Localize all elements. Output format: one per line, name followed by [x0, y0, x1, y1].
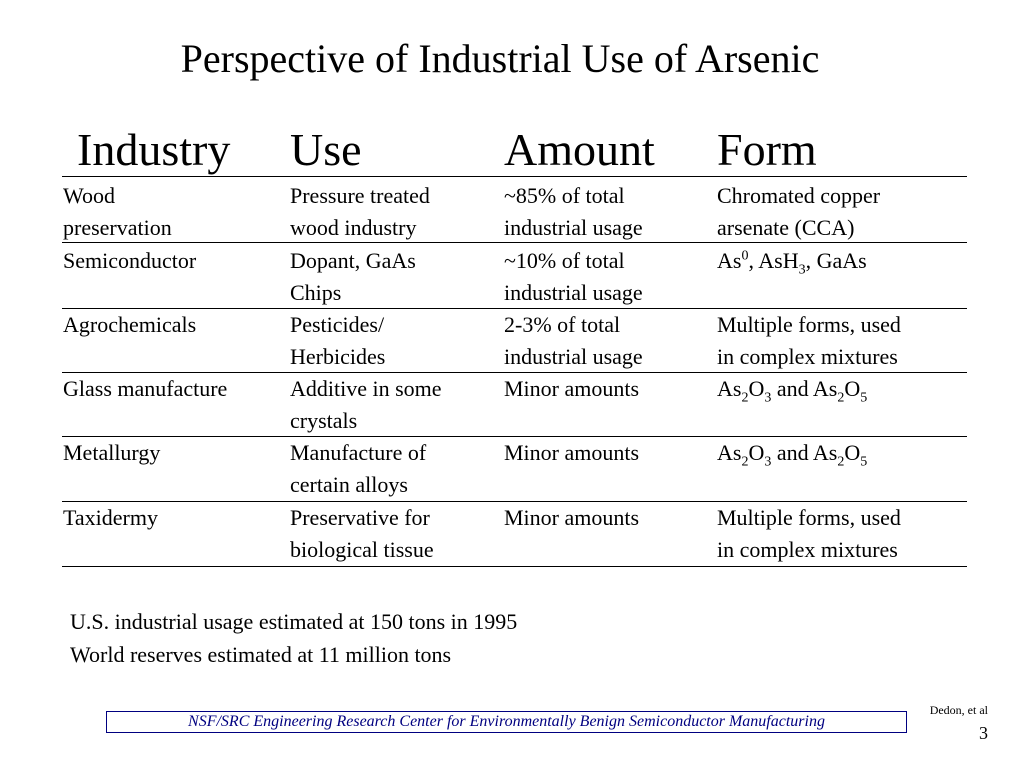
cell-line: arsenate (CCA) [717, 215, 855, 240]
cell-line: Wood [63, 183, 116, 208]
cell-amount [504, 180, 643, 244]
cell-industry [63, 373, 227, 405]
cell-line: Glass manufacture [63, 376, 228, 401]
cell-amount [504, 309, 643, 373]
cell-line: Multiple forms, used [717, 505, 901, 530]
cell-line: in complex mixtures [717, 344, 898, 369]
cell-form [717, 180, 880, 244]
table-rule [62, 176, 967, 177]
cell-amount [504, 245, 643, 309]
cell-line: ~10% of total [504, 248, 625, 273]
cell-amount [504, 373, 639, 405]
cell-use [290, 502, 434, 566]
cell-line: industrial usage [504, 280, 643, 305]
chemical-formula: $As_2O_3$ and $As_2O_5$ [717, 376, 868, 406]
notes [70, 605, 517, 671]
cell-industry [63, 309, 196, 341]
cell-line: certain alloys [290, 472, 408, 497]
cell-form [717, 309, 901, 373]
cell-line: Herbicides [290, 344, 386, 369]
header-form: Form [717, 124, 817, 175]
cell-line: Chips [290, 280, 342, 305]
cell-use [290, 437, 426, 501]
table-rule [62, 566, 967, 567]
cell-line: ~85% of total [504, 183, 625, 208]
cell-line: Pressure treated [290, 183, 430, 208]
cell-line: 2-3% of total [504, 312, 621, 337]
cell-line: Manufacture of [290, 440, 427, 465]
cell-line: Minor amounts [504, 505, 640, 530]
header-amount: Amount [504, 124, 655, 175]
cell-industry [63, 437, 160, 469]
cell-amount [504, 502, 639, 534]
cell-amount [504, 437, 639, 469]
cell-line: Minor amounts [504, 440, 640, 465]
header-use: Use [290, 124, 362, 175]
cell-line: wood industry [290, 215, 417, 240]
table-header-row [0, 124, 1024, 176]
cell-line: Semiconductor [63, 248, 197, 273]
cell-line: Metallurgy [63, 440, 161, 465]
footer-center-label: NSF/SRC Engineering Research Center for Environmentally Benign Semiconductor Manufacturing [106, 711, 907, 733]
chemical-formula: As$^0$, AsH$_3$, GaAs [717, 248, 867, 278]
cell-line: preservation [63, 215, 172, 240]
cell-line: Multiple forms, used [717, 312, 901, 337]
cell-industry [63, 180, 172, 244]
cell-industry [63, 502, 158, 534]
page-number: 3 [979, 723, 988, 743]
cell-line: Agrochemicals [63, 312, 197, 337]
cell-line: industrial usage [504, 344, 643, 369]
header-industry: Industry [77, 124, 231, 175]
cell-form [717, 502, 901, 566]
cell-use [290, 180, 430, 244]
table-rule [62, 242, 967, 243]
cell-form [717, 437, 867, 469]
cell-industry [63, 245, 196, 277]
cell-use [290, 373, 442, 437]
slide-title: Perspective of Industrial Use of Arsenic [180, 36, 820, 81]
footer-author: Dedon, et al [929, 703, 988, 717]
note-world-reserves: World reserves estimated at 11 million tons [70, 642, 452, 667]
cell-line: Pesticides/ [290, 312, 385, 337]
cell-line: in complex mixtures [717, 537, 898, 562]
cell-use [290, 309, 385, 373]
cell-line: Preservative for [290, 505, 430, 530]
cell-line: industrial usage [504, 215, 643, 240]
cell-use [290, 245, 416, 309]
cell-line: Minor amounts [504, 376, 640, 401]
cell-line: Chromated copper [717, 183, 881, 208]
cell-line: Additive in some [290, 376, 442, 401]
chemical-formula: $As_2O_3$ and $As_2O_5$ [717, 440, 868, 470]
cell-form [717, 373, 867, 405]
cell-line: Taxidermy [63, 505, 158, 530]
cell-form [717, 245, 867, 277]
note-us-usage: U.S. industrial usage estimated at 150 tons in 1995 [70, 609, 518, 634]
cell-line: biological tissue [290, 537, 434, 562]
cell-line: Dopant, GaAs [290, 248, 416, 273]
cell-line: crystals [290, 408, 358, 433]
